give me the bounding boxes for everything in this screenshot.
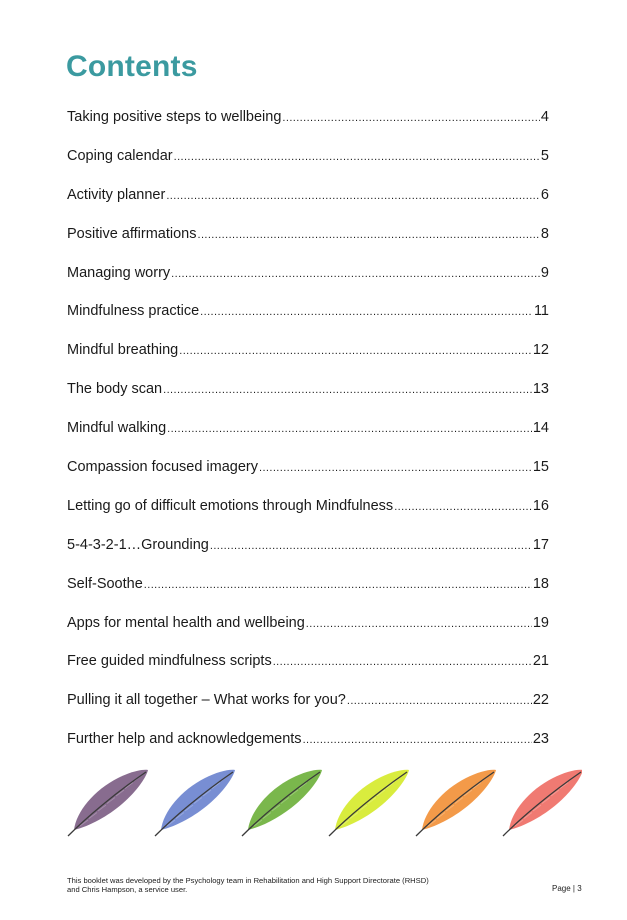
toc-entry-label: The body scan: [67, 381, 163, 398]
toc-dot-leader: [347, 690, 532, 712]
toc-dot-leader: [273, 651, 532, 673]
toc-entry-page: 6: [540, 186, 549, 203]
toc-dot-leader: [306, 613, 532, 635]
toc-dot-leader: [259, 457, 532, 479]
toc-entry-label: Activity planner: [67, 186, 166, 203]
toc-entry-label: Pulling it all together – What works for you?: [67, 692, 346, 709]
toc-dot-leader: [197, 224, 539, 246]
footer-credit-line-1: This booklet was developed by the Psychology team in Rehabilitation and High Support Directorate (RHSD): [67, 876, 429, 885]
toc-dot-leader: [174, 146, 540, 168]
toc-entry-page: 22: [532, 692, 549, 709]
toc-entry-label: Self-Soothe: [67, 575, 143, 592]
toc-entry[interactable]: [67, 417, 549, 456]
toc-entry-page: 21: [532, 653, 549, 670]
toc-entry-page: 12: [532, 342, 549, 359]
page-title: Contents: [66, 50, 198, 83]
toc-dot-leader: [282, 107, 540, 129]
salmon-feather-icon: [503, 770, 582, 836]
toc-entry[interactable]: [67, 223, 549, 262]
toc-entry[interactable]: [67, 106, 549, 145]
toc-entry-label: Further help and acknowledgements: [67, 731, 302, 748]
feather-decoration-row: [62, 766, 582, 838]
toc-entry-page: 8: [540, 225, 549, 242]
toc-dot-leader: [167, 418, 532, 440]
toc-entry-page: 18: [532, 575, 549, 592]
toc-dot-leader: [144, 574, 532, 596]
toc-dot-leader: [210, 535, 532, 557]
toc-entry-label: Compassion focused imagery: [67, 459, 259, 476]
toc-entry-label: 5-4-3-2-1…Grounding: [67, 536, 209, 553]
toc-entry-label: Taking positive steps to wellbeing: [67, 109, 282, 125]
toc-entry[interactable]: [67, 728, 549, 767]
toc-entry-label: Apps for mental health and wellbeing: [67, 614, 305, 631]
toc-entry-page: 4: [540, 109, 549, 125]
toc-entry[interactable]: [67, 456, 549, 495]
toc-entry-label: Free guided mindfulness scripts: [67, 653, 272, 670]
blue-feather-icon: [155, 770, 235, 836]
toc-entry[interactable]: [67, 612, 549, 651]
toc-dot-leader: [200, 301, 533, 323]
purple-feather-icon: [68, 770, 148, 836]
toc-entry-page: 11: [533, 303, 549, 320]
toc-entry[interactable]: [67, 145, 549, 184]
toc-dot-leader: [303, 729, 532, 751]
toc-entry-page: 13: [532, 381, 549, 398]
lime-feather-icon: [329, 770, 409, 836]
toc-entry[interactable]: [67, 573, 549, 612]
toc-dot-leader: [166, 185, 540, 207]
table-of-contents: [67, 106, 549, 767]
toc-entry-label: Coping calendar: [67, 147, 173, 164]
toc-entry-page: 14: [532, 420, 549, 437]
toc-entry[interactable]: [67, 339, 549, 378]
toc-entry[interactable]: [67, 534, 549, 573]
toc-entry[interactable]: [67, 378, 549, 417]
toc-entry-page: 9: [540, 264, 549, 281]
toc-entry[interactable]: [67, 262, 549, 301]
toc-dot-leader: [171, 263, 540, 285]
toc-entry-label: Positive affirmations: [67, 225, 197, 242]
toc-dot-leader: [179, 340, 532, 362]
toc-entry-page: 5: [540, 147, 549, 164]
toc-dot-leader: [163, 379, 532, 401]
toc-entry-page: 17: [532, 536, 549, 553]
toc-entry-label: Mindful breathing: [67, 342, 179, 359]
toc-entry-page: 16: [532, 497, 549, 514]
footer-credit: [67, 876, 537, 894]
toc-entry-page: 15: [532, 459, 549, 476]
toc-entry-label: Letting go of difficult emotions through Mindfulness: [67, 497, 394, 514]
toc-entry-page: 23: [532, 731, 549, 748]
toc-dot-leader: [394, 496, 532, 518]
toc-entry[interactable]: [67, 184, 549, 223]
toc-entry[interactable]: [67, 300, 549, 339]
toc-entry[interactable]: [67, 495, 549, 534]
footer-credit-line-2: and Chris Hampson, a service user.: [67, 885, 188, 894]
green-feather-icon: [242, 770, 322, 836]
toc-entry-label: Managing worry: [67, 264, 171, 281]
toc-entry-label: Mindfulness practice: [67, 303, 200, 320]
toc-entry[interactable]: [67, 689, 549, 728]
toc-entry-label: Mindful walking: [67, 420, 167, 437]
toc-entry-page: 19: [532, 614, 549, 631]
page-number: Page | 3: [552, 884, 582, 893]
toc-entry[interactable]: [67, 650, 549, 689]
orange-feather-icon: [416, 770, 496, 836]
